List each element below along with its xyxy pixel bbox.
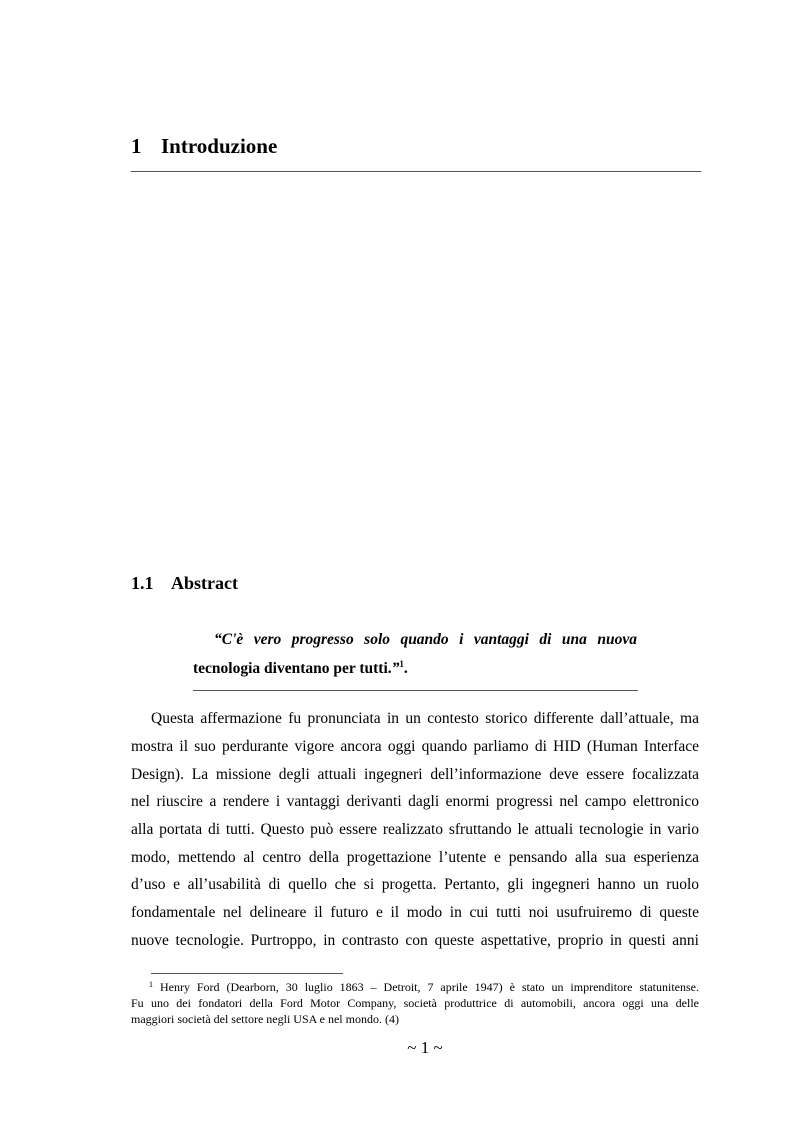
footnote-line-1-text: Henry Ford (Dearborn, 30 luglio 1863 – Detroit, 7 aprile 1947) è stato un imprenditore statunitense. xyxy=(159,980,699,994)
body-line: Questa affermazione fu pronunciata in un contesto storico differente dall’attuale, ma xyxy=(151,710,699,727)
footnote-line: Fu uno dei fondatori della Ford Motor Company, società produttrice di automobili, ancora oggi una delle xyxy=(131,996,699,1010)
body-line: nuove tecnologie. Purtroppo, in contrasto con queste aspettative, proprio in questi anni xyxy=(131,932,699,949)
quote-end-punctuation: . xyxy=(403,660,408,677)
body-line: alla portata di tutti. Questo può essere realizzato sfruttando le attuali tecnologie in vario xyxy=(131,821,699,838)
section-number: 1.1 xyxy=(131,573,154,593)
footnote-divider xyxy=(151,973,343,974)
quote-line-2-text: tecnologia diventano per tutti. xyxy=(193,660,392,677)
section-title-text: Abstract xyxy=(171,573,238,593)
page-number: ~ 1 ~ xyxy=(407,1038,443,1057)
footnote-reference[interactable]: 1 xyxy=(399,659,404,669)
quote-line-2 xyxy=(193,659,408,679)
body-line: modo, mettendo al centro della progettazione l’utente e pensando alla sua esperienza xyxy=(131,849,699,866)
chapter-title-text: Introduzione xyxy=(161,134,278,158)
body-line: nel riuscire a rendere i vantaggi derivanti dagli enormi progressi nel campo elettronico xyxy=(131,793,699,810)
section-title xyxy=(131,570,238,596)
body-line: Design). La missione degli attuali ingegneri dell’informazione deve essere focalizzata xyxy=(131,766,699,783)
footnote-marker: 1 xyxy=(149,980,153,989)
body-line: d’uso e all’usabilità di quello che si progetta. Pertanto, gli ingegneri hanno un ruolo xyxy=(131,876,699,893)
body-line: mostra il suo perdurante vigore ancora oggi quando parliamo di HID (Human Interface xyxy=(131,738,699,755)
quote-line-1: “C'è vero progresso solo quando i vantaggi di una nuova xyxy=(214,631,637,648)
chapter-number: 1 xyxy=(131,134,142,158)
footnote-line xyxy=(149,980,699,995)
chapter-title xyxy=(131,131,277,161)
quote-divider xyxy=(193,690,638,691)
chapter-divider xyxy=(131,171,701,172)
body-line: fondamentale nel delineare il futuro e il modo in cui tutti noi usufruiremo di queste xyxy=(131,904,699,921)
footnote-line: maggiori società del settore negli USA e nel mondo. (4) xyxy=(131,1012,399,1026)
quote-closing-mark: ” xyxy=(391,660,400,677)
